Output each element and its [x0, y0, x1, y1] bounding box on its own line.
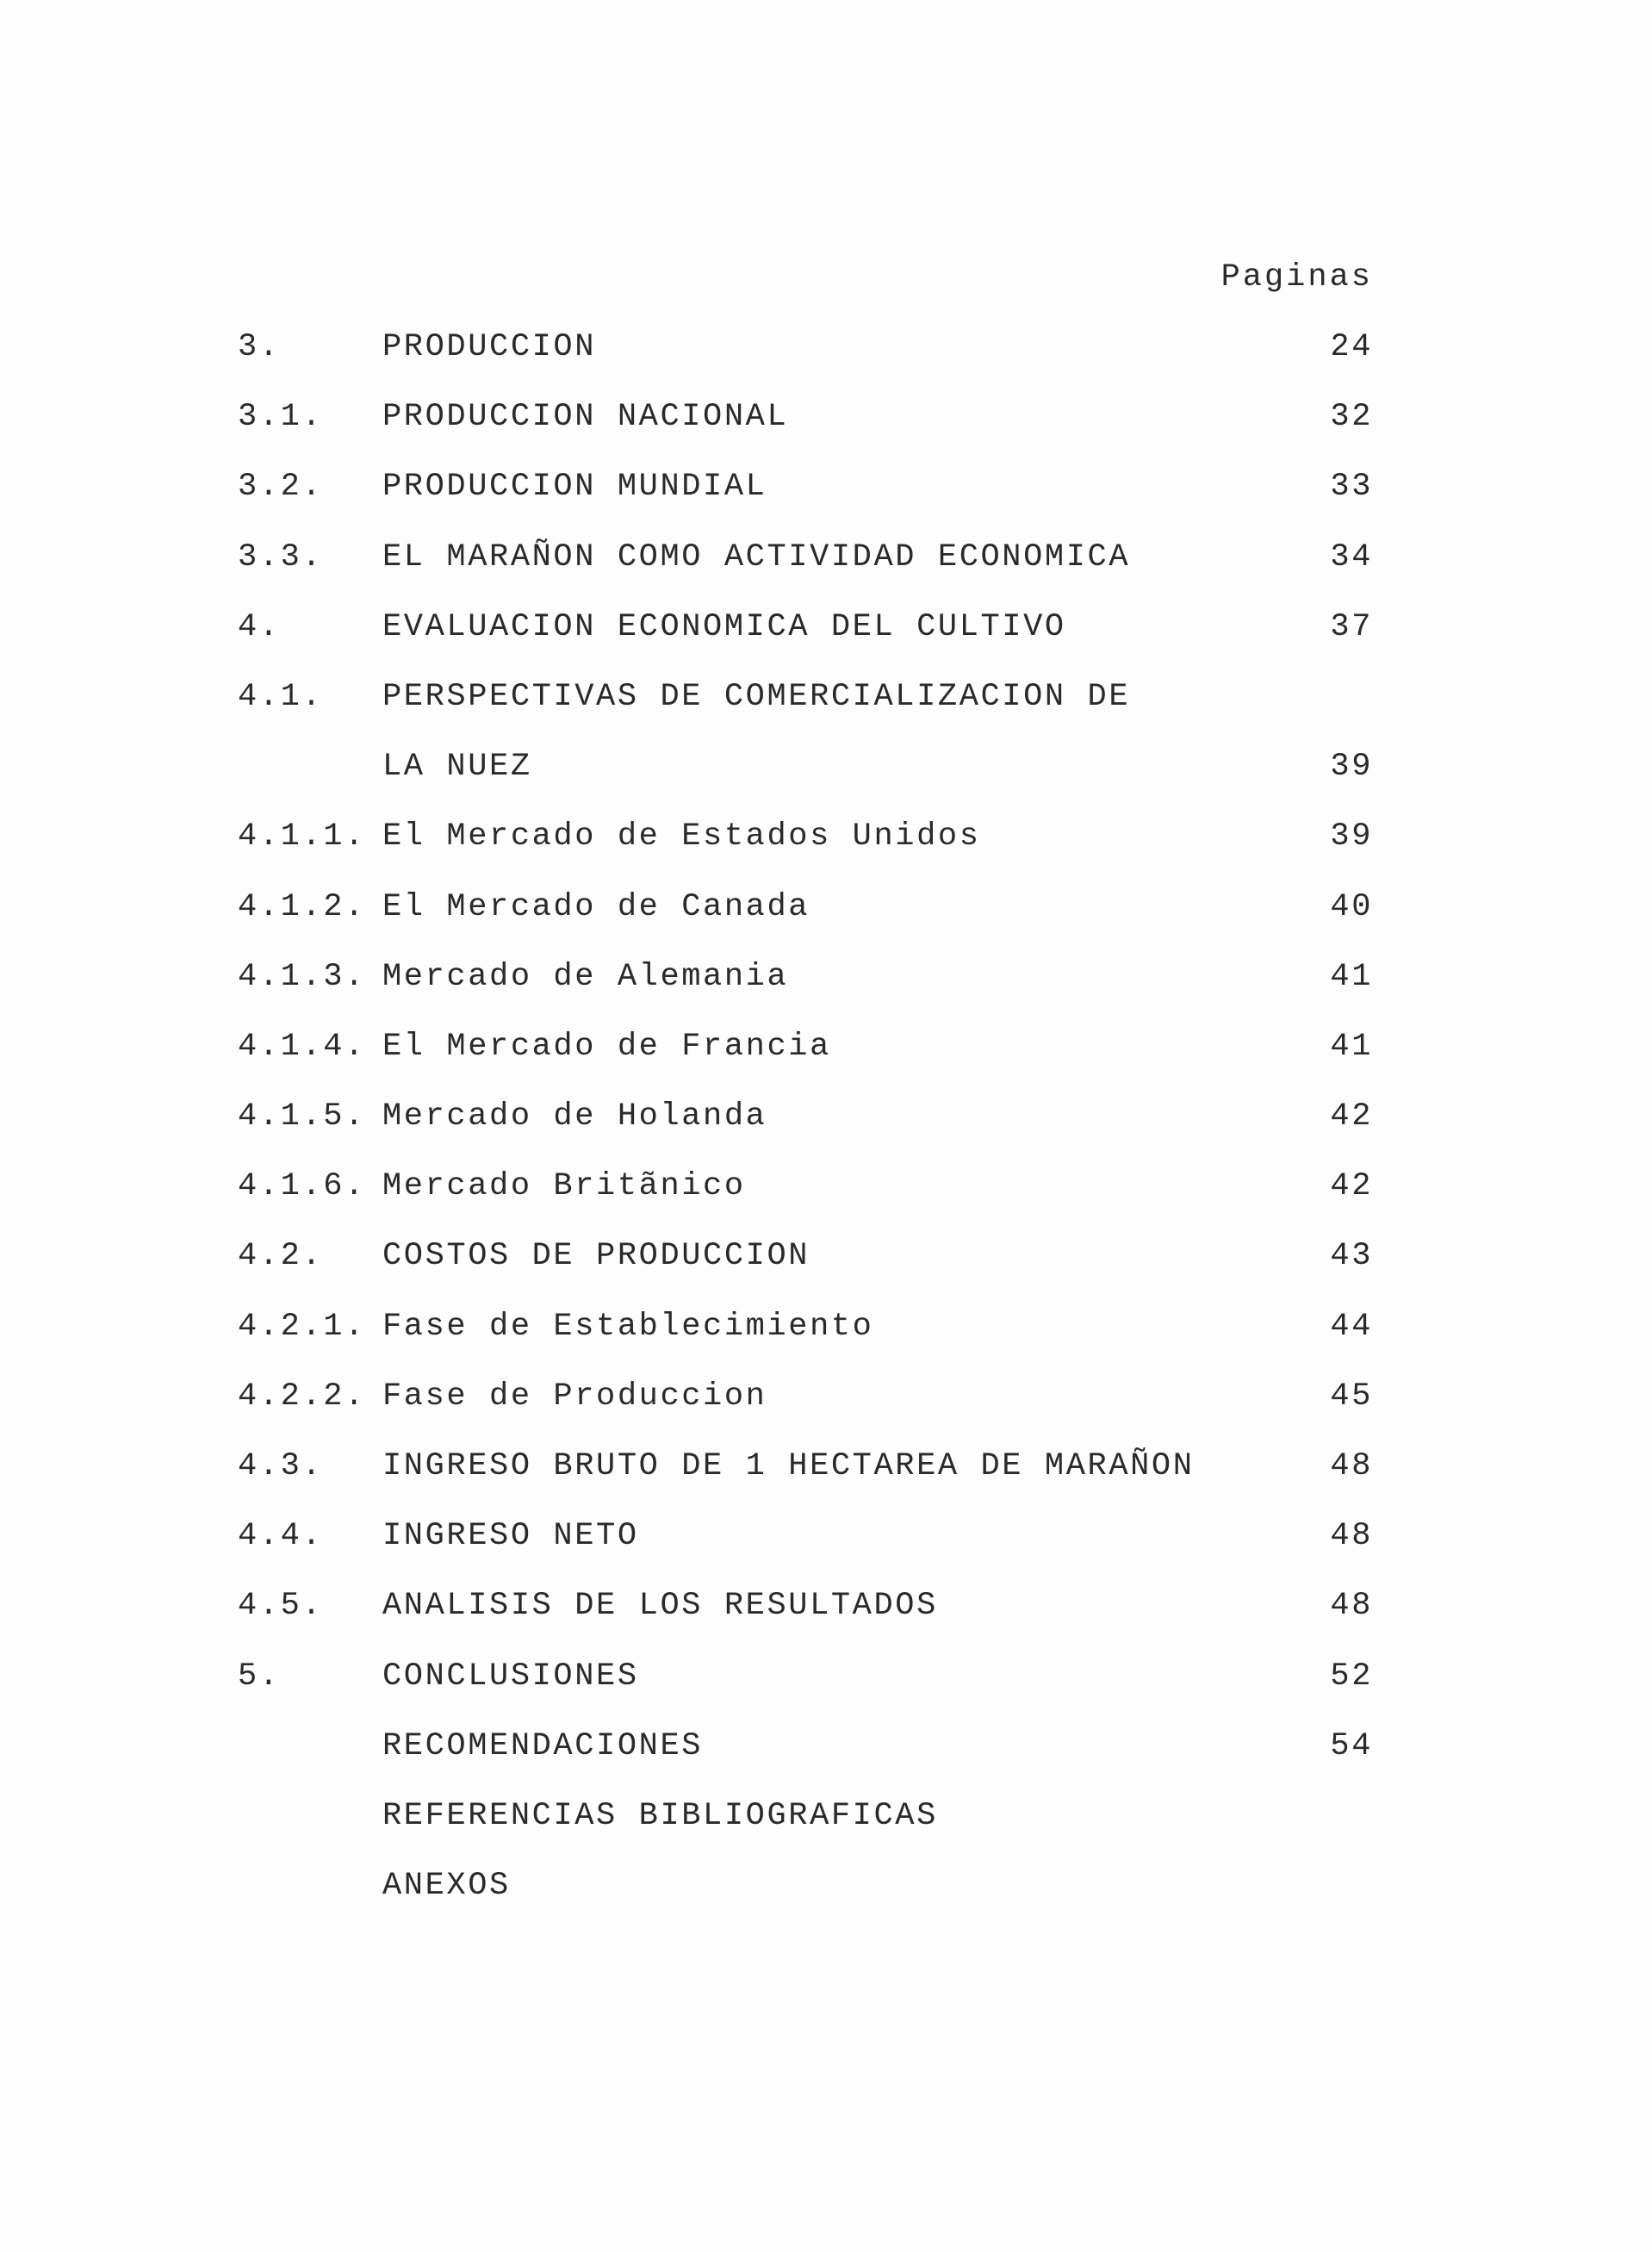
toc-number: 4.: [238, 608, 281, 645]
toc-title: El Mercado de Francia: [382, 1028, 831, 1065]
toc-entry: [238, 671, 1373, 741]
toc-entry: [238, 321, 1373, 391]
toc-entry: [238, 1301, 1373, 1371]
toc-entry: [238, 1580, 1373, 1650]
toc-page-number: 41: [1330, 1028, 1373, 1065]
toc-title: Mercado de Holanda: [382, 1098, 767, 1135]
toc-title: CONCLUSIONES: [382, 1658, 639, 1695]
pages-column-header: Paginas: [1220, 259, 1373, 295]
toc-number: 4.1.5.: [238, 1098, 366, 1135]
toc-title: LA NUEZ: [382, 749, 532, 786]
toc-title: Mercado Britãnico: [382, 1168, 746, 1205]
toc-entry: [238, 741, 1373, 811]
toc-number: 3.2.: [238, 469, 324, 506]
toc-page-number: 52: [1330, 1658, 1373, 1695]
toc-number: 3.3.: [238, 538, 324, 575]
toc-number: 3.: [238, 329, 281, 365]
toc-page-number: 45: [1330, 1378, 1373, 1415]
toc-number: 4.1.3.: [238, 958, 366, 995]
toc-title: PRODUCCION NACIONAL: [382, 399, 789, 436]
toc-title: El Mercado de Canada: [382, 888, 810, 925]
toc-entry: [238, 1230, 1373, 1300]
toc-page-number: 42: [1330, 1098, 1373, 1135]
toc-number: 4.5.: [238, 1588, 324, 1625]
toc-title: PRODUCCION: [382, 329, 597, 365]
toc-page-number: 43: [1330, 1238, 1373, 1275]
toc-entry: [238, 1021, 1373, 1091]
toc-number: 4.2.1.: [238, 1308, 366, 1345]
toc-number: 4.1.2.: [238, 888, 366, 925]
toc-entry: [238, 1651, 1373, 1720]
toc-number: 4.1.6.: [238, 1168, 366, 1205]
toc-title: RECOMENDACIONES: [382, 1727, 704, 1764]
toc-page-number: 48: [1330, 1448, 1373, 1484]
toc-page-number: 32: [1330, 399, 1373, 436]
toc-entry: [238, 1160, 1373, 1230]
toc-number: 4.2.2.: [238, 1378, 366, 1415]
toc-number: 4.1.4.: [238, 1028, 366, 1065]
toc-page-number: 37: [1330, 608, 1373, 645]
toc-title: EVALUACION ECONOMICA DEL CULTIVO: [382, 608, 1066, 645]
toc-title: Mercado de Alemania: [382, 958, 789, 995]
toc-title: Fase de Produccion: [382, 1378, 767, 1415]
toc-title: El Mercado de Estados Unidos: [382, 818, 981, 855]
toc-entry: [238, 391, 1373, 461]
toc-page-number: 41: [1330, 958, 1373, 995]
toc-number: 5.: [238, 1658, 281, 1695]
toc-entry: [238, 951, 1373, 1021]
toc-number: 4.1.: [238, 678, 324, 715]
toc-number: 4.1.1.: [238, 818, 366, 855]
toc-entry: [238, 532, 1373, 601]
toc-number: 4.4.: [238, 1518, 324, 1555]
toc-title: INGRESO BRUTO DE 1 HECTAREA DE MARAÑON: [382, 1448, 1195, 1484]
toc-page-number: 33: [1330, 469, 1373, 506]
toc-page-number: 24: [1330, 329, 1373, 365]
toc-page-number: 48: [1330, 1518, 1373, 1555]
toc-page-number: 39: [1330, 818, 1373, 855]
toc-page-number: 54: [1330, 1727, 1373, 1764]
toc-number: 3.1.: [238, 399, 324, 436]
toc-entry: [238, 601, 1373, 671]
toc-title: INGRESO NETO: [382, 1518, 639, 1555]
toc-entry: [238, 811, 1373, 880]
toc-page-number: 40: [1330, 888, 1373, 925]
toc-title: REFERENCIAS BIBLIOGRAFICAS: [382, 1797, 938, 1834]
toc-entry: [238, 461, 1373, 531]
toc-title: ANALISIS DE LOS RESULTADOS: [382, 1588, 938, 1625]
toc-page-number: 48: [1330, 1588, 1373, 1625]
toc-page-number: 39: [1330, 749, 1373, 786]
toc-number: 4.2.: [238, 1238, 324, 1275]
toc-title: PERSPECTIVAS DE COMERCIALIZACION DE: [382, 678, 1131, 715]
toc-title: ANEXOS: [382, 1868, 511, 1905]
toc-title: PRODUCCION MUNDIAL: [382, 469, 767, 506]
toc-entry: [238, 1091, 1373, 1160]
toc-page-number: 34: [1330, 538, 1373, 575]
toc-title: COSTOS DE PRODUCCION: [382, 1238, 810, 1275]
toc-entry: [238, 1790, 1373, 1860]
toc-page-number: 44: [1330, 1308, 1373, 1345]
toc-page-number: 42: [1330, 1168, 1373, 1205]
toc-entry: [238, 1440, 1373, 1510]
toc-entry: [238, 1510, 1373, 1580]
toc-number: 4.3.: [238, 1448, 324, 1484]
toc-entry: [238, 1371, 1373, 1440]
toc-entry: [238, 1860, 1373, 1930]
toc-entry: [238, 1720, 1373, 1790]
toc-title: EL MARAÑON COMO ACTIVIDAD ECONOMICA: [382, 538, 1131, 575]
toc-title: Fase de Establecimiento: [382, 1308, 874, 1345]
toc-entry: [238, 881, 1373, 951]
table-of-contents: [238, 321, 1373, 1930]
